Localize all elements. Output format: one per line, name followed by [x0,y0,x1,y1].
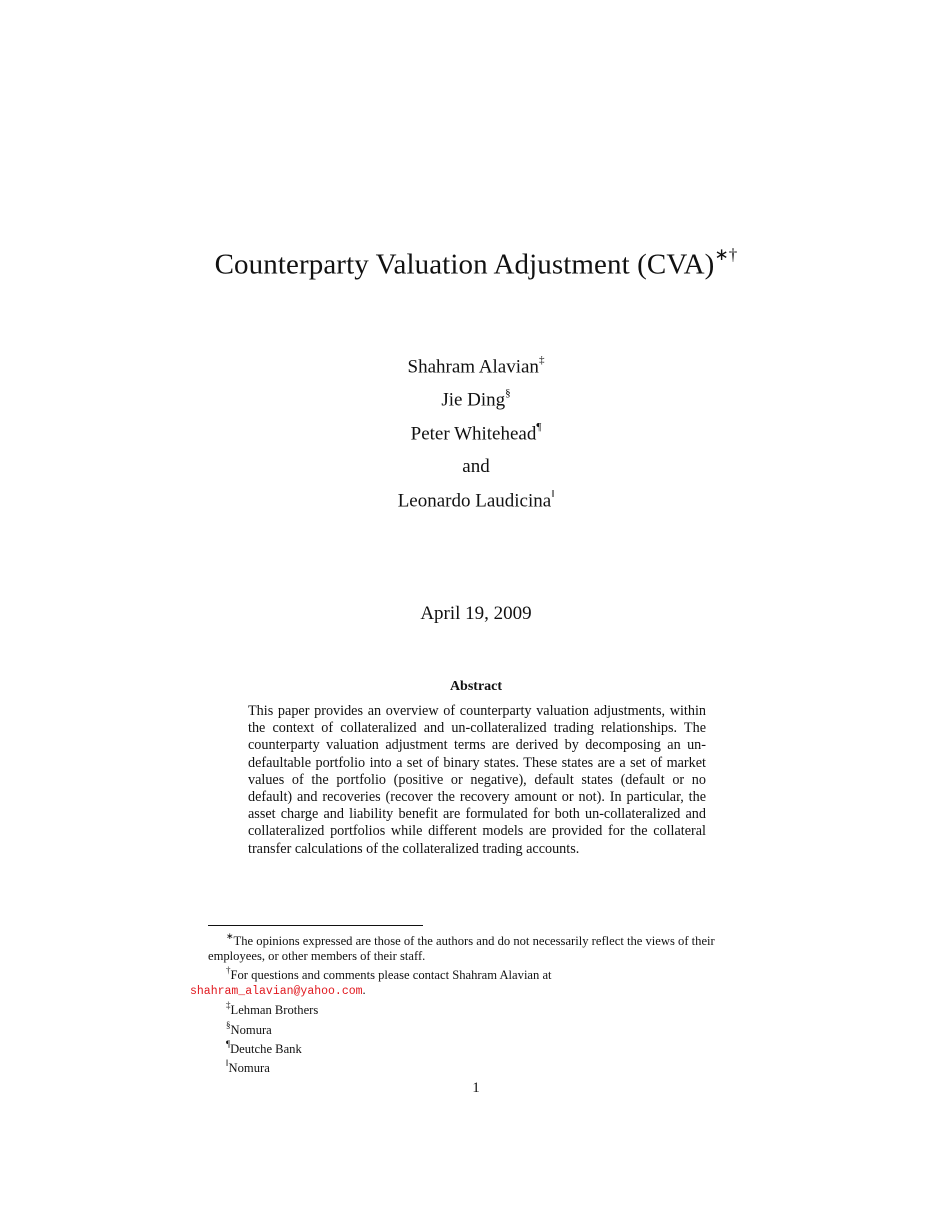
author-mark: ¶ [536,421,542,433]
footnote-2 [190,964,748,999]
author-mark: ‡ [538,354,545,366]
page-number: 1 [472,1080,480,1096]
author-name: Jie Ding [441,389,506,411]
footnote-text: Lehman Brothers [230,1003,319,1018]
footnote-mark: ¶ [226,1038,231,1049]
author-3 [0,423,952,445]
footnotes [190,930,748,1076]
abstract-body: This paper provides an overview of counterparty valuation adjustments, within the context of collateralized and un-collateralized trading relationships. The counterparty valuation adjustment terms are derived by decomposing an un-defaultable portfolio into a set of binary states. These states are a set of market values of the portfolio (positive or negative), default states (default or no default) and recoveries (recover the recovery amount or not). In particular, the asset charge and liability benefit are formulated for both un-collateralized and collateralized portfolios while different models are provided for the collateral transfer calculations of the collateralized trading accounts. [248,703,706,857]
author-mark: ‖ [551,488,555,500]
author-mark: § [505,387,511,399]
author-4 [0,490,952,512]
footnote-mark: ‡ [226,1000,231,1011]
conjunction-and: and [462,456,490,477]
author-1 [0,356,952,378]
footnote-text: For questions and comments please contact Shahram Alavian at [230,968,552,983]
author-2 [0,389,952,411]
footnote-mark: ∗ [226,931,234,941]
footnote-mark: ‖ [226,1057,229,1068]
footnote-text: Nomura [228,1061,270,1076]
author-name: Peter Whitehead [410,423,537,445]
author-name: Shahram Alavian [407,356,539,378]
footnote-5 [208,1038,748,1057]
abstract-heading: Abstract [449,679,503,694]
footnote-4 [208,1019,748,1038]
title-footnote-marks: ∗† [714,245,738,264]
paper-date: April 19, 2009 [420,603,532,624]
contact-email-link[interactable]: shahram_alavian@yahoo.com [190,985,363,999]
footnote-3 [208,999,748,1018]
footnote-text: Deutche Bank [230,1041,302,1056]
footnote-6 [208,1057,748,1076]
footnote-mark: † [226,965,231,976]
paper-title [0,245,952,282]
footnote-text: Nomura [230,1022,272,1037]
author-conjunction [0,456,952,478]
footnote-text: The opinions expressed are those of the authors and do not necessarily reflect the views of their employees, or other members of their staff. [208,934,715,964]
footnote-period: . [362,983,366,998]
footnote-mark: § [226,1019,231,1030]
footnote-1 [208,930,748,964]
author-name: Leonardo Laudicina [397,490,552,512]
footnote-rule [208,925,423,926]
title-text: Counterparty Valuation Adjustment (CVA) [214,248,715,281]
